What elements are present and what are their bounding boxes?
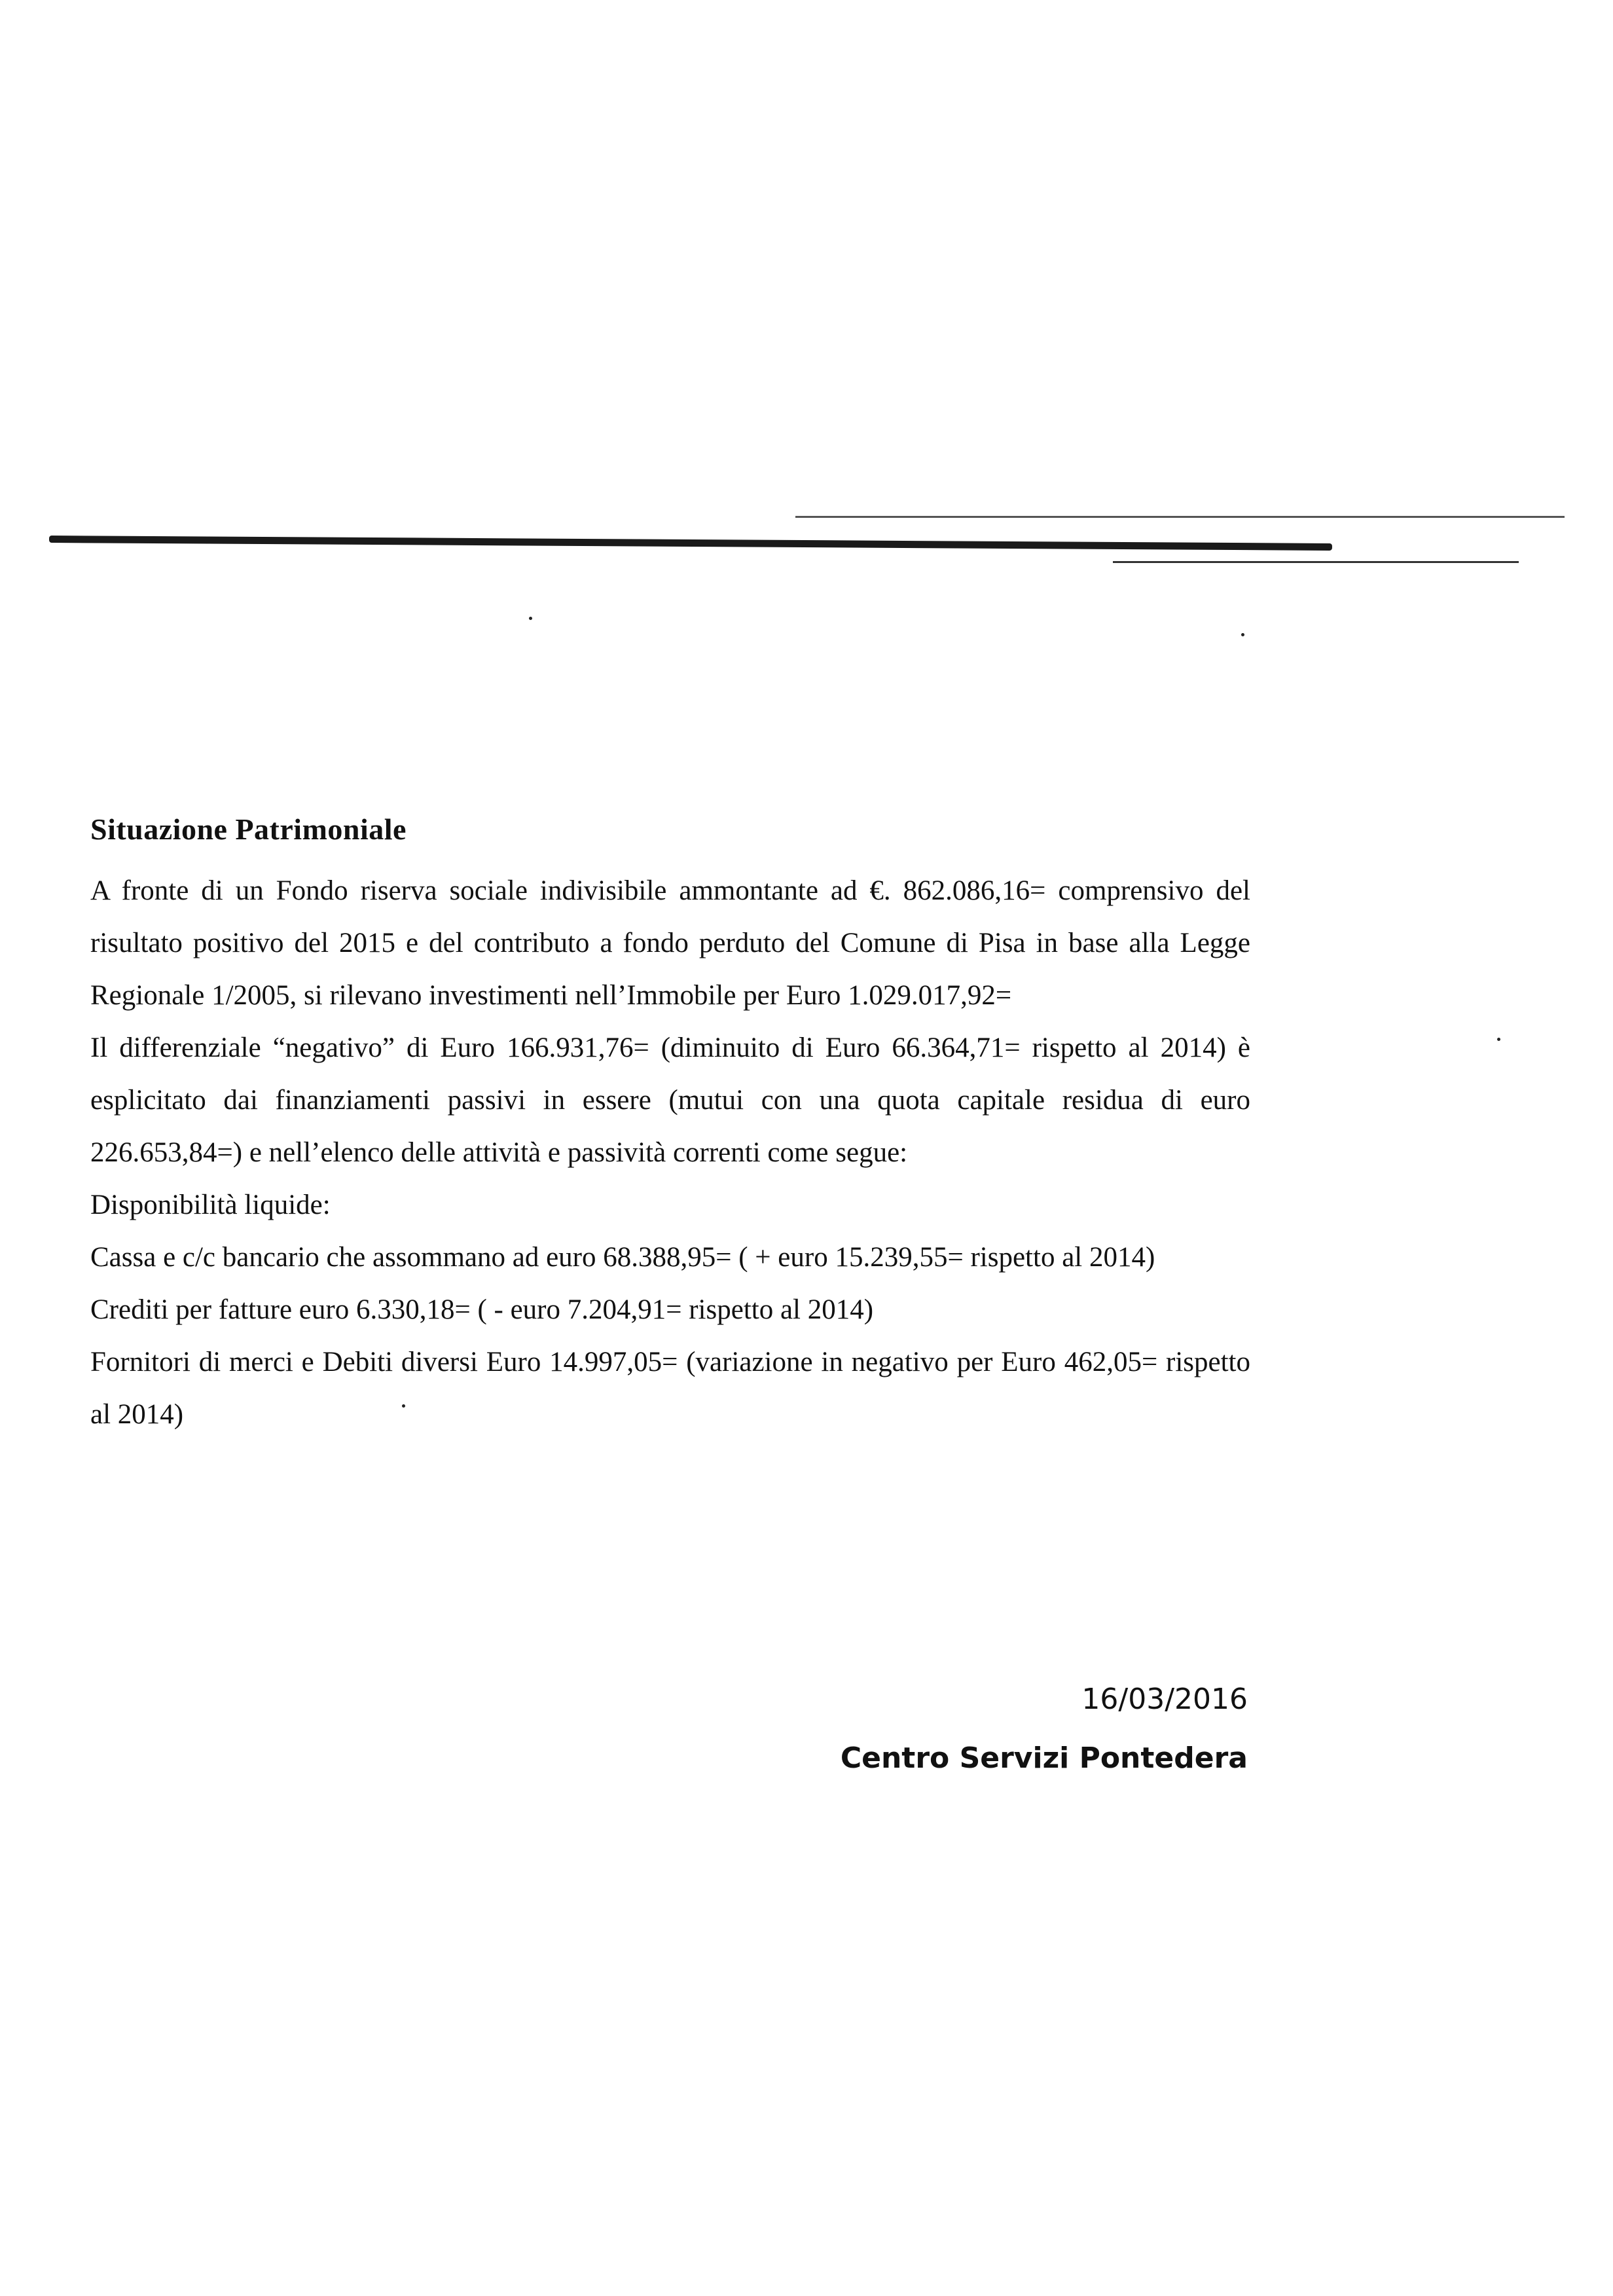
paragraph-differenziale: Il differenziale “negativo” di Euro 166.931,76= (diminuito di Euro 66.364,71= rispetto al 2014) è esplicitato dai finanziamenti passivi in essere (mutui con una quota capitale residua di euro 226.653,84=) e nell’elenco delle attività e passività correnti come segue: (90, 1032, 1250, 1168)
scan-speck (1497, 1038, 1500, 1041)
horizontal-rule-thin (795, 516, 1565, 518)
paragraph-fondo-riserva: A fronte di un Fondo riserva sociale indivisibile ammontante ad €. 862.086,16= comprensivo del risultato positivo del 2015 e del contributo a fondo perduto del Comune di Pisa in base alla Legge Regionale 1/2005, si rilevano investimenti nell’Immobile per Euro 1.029.017,92= (90, 875, 1250, 1011)
scan-speck (529, 617, 532, 620)
paragraph-cassa: Cassa e c/c bancario che assommano ad euro 68.388,95= ( + euro 15.239,55= rispetto al 2014) (90, 1242, 1155, 1273)
horizontal-rule-thick (49, 536, 1332, 551)
section-title: Situazione Patrimoniale (90, 812, 407, 846)
paragraph-fornitori: Fornitori di merci e Debiti diversi Euro 14.997,05= (variazione in negativo per Euro 462,05= rispetto al 2014) (90, 1347, 1250, 1430)
signature-organization: Centro Servizi Pontedera (840, 1741, 1248, 1775)
document-body (90, 812, 1250, 1441)
scan-speck (1241, 633, 1244, 636)
signature-date: 16/03/2016 (1081, 1683, 1248, 1716)
paragraph-disponibilita: Disponibilità liquide: (90, 1190, 331, 1220)
paragraph-crediti: Crediti per fatture euro 6.330,18= ( - euro 7.204,91= rispetto al 2014) (90, 1294, 874, 1325)
horizontal-rule-tail (1113, 561, 1519, 563)
